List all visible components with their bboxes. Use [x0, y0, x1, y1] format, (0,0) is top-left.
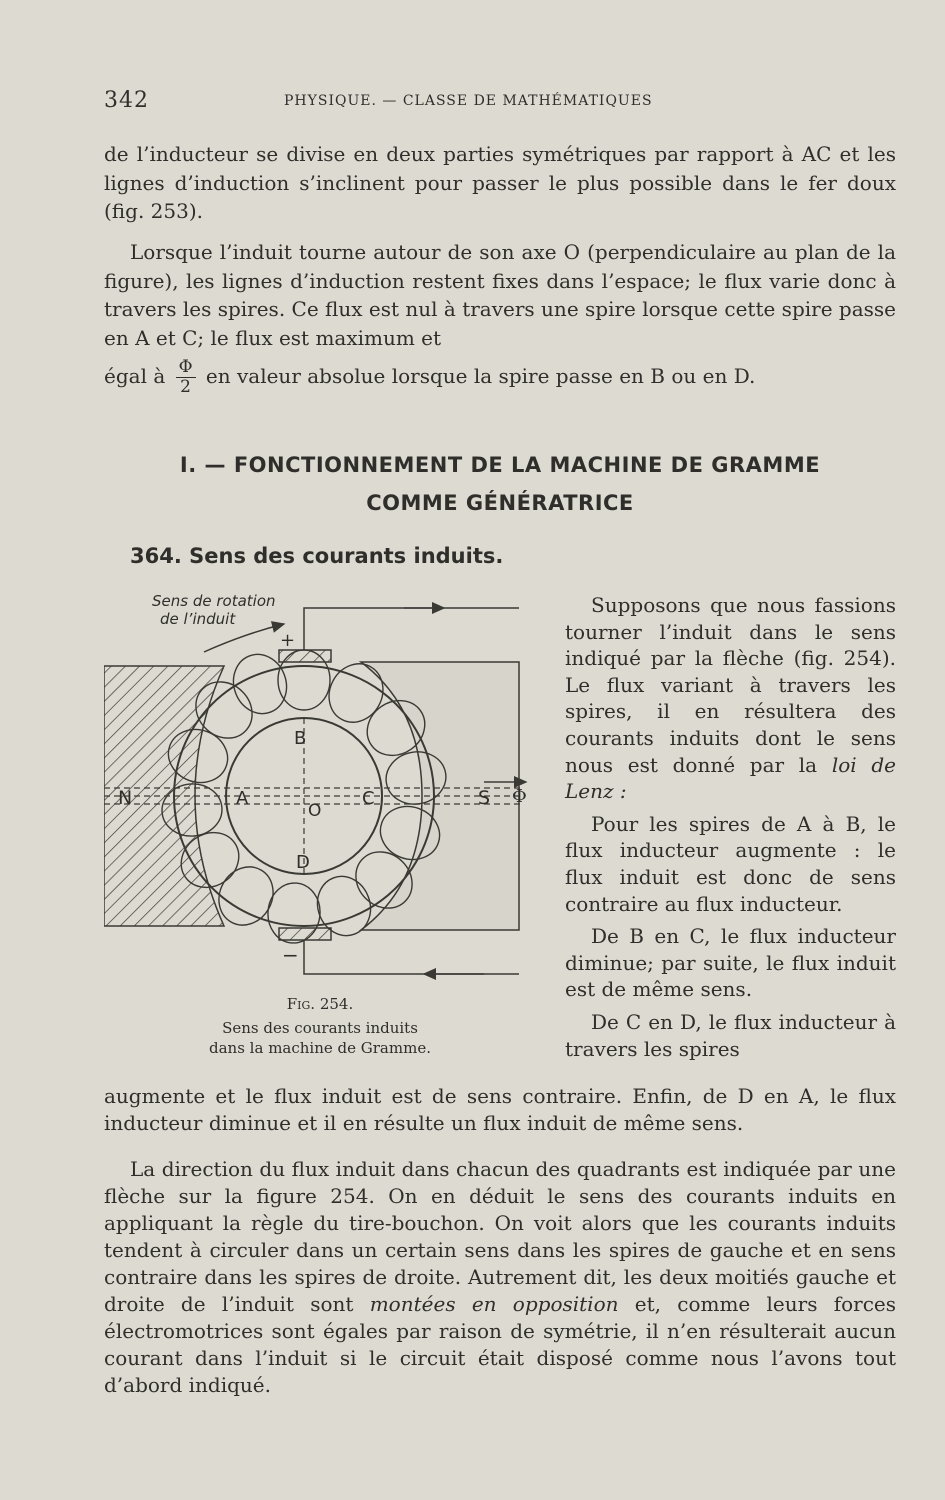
side-paragraph-2: Pour les spires de A à B, le flux inducteur augmente : le flux induit est donc de sens contraire au flux inducteur.: [565, 811, 896, 916]
label-C: C: [362, 788, 375, 809]
bottom-brush: [279, 928, 331, 940]
label-S: S: [478, 787, 491, 809]
gramme-machine-diagram: [104, 588, 534, 988]
figure-caption: [150, 994, 490, 1058]
figure-254: [104, 588, 534, 988]
page-number: 342: [104, 88, 149, 113]
final-text-part-2: et, comme leurs forces électromotrices sont égales par raison de symétrie, il n’en résulterait aucun courant dans l’induit si le circuit était disposé comme nous l’avons tout d’abord indiqué.: [104, 1292, 897, 1397]
side-paragraph-4: De C en D, le flux inducteur à travers les spires: [565, 1009, 896, 1061]
top-lead: [304, 608, 519, 650]
fraction-denominator: 2: [180, 377, 191, 397]
bottom-lead: [304, 940, 519, 974]
final-text: [104, 1156, 896, 1399]
subsection-title: 364. Sens des courants induits.: [130, 544, 504, 568]
label-minus: −: [282, 943, 299, 967]
final-paragraph: [104, 1156, 896, 1399]
phi-over-two-fraction: [176, 358, 196, 397]
label-B: B: [294, 728, 307, 749]
label-O: O: [308, 801, 322, 821]
figure-caption-line-2: dans la machine de Gramme.: [209, 1039, 431, 1057]
section-heading: [104, 446, 896, 522]
figure-caption-title: Fig. 254.: [286, 995, 354, 1013]
side-paragraph-3: De B en C, le flux inducteur diminue; par suite, le flux induit est de même sens.: [565, 924, 896, 1002]
label-rotation-2: de l’induit: [160, 610, 236, 628]
label-phi: Φ: [512, 786, 527, 807]
page-header: [104, 88, 896, 118]
side-paragraph-1-text: Supposons que nous fassions tourner l’induit dans le sens indiqué par la flèche (fig. 254). Le flux variant à travers les spires, il en résultera des courants induits dont le sens nous est donné par la: [565, 593, 896, 777]
side-column-text: [565, 592, 896, 1062]
continuation-text: augmente et le flux induit est de sens contraire. Enfin, de D en A, le flux inducteur diminue et il en résulte un flux induit de même sens.: [104, 1084, 896, 1135]
rotation-arrow: [204, 624, 284, 652]
intro-text-1: de l’inducteur se divise en deux parties symétriques par rapport à AC et les lignes d’induction s’inclinent pour passer le plus possible dans le fer doux (fig. 253).: [104, 142, 896, 223]
intro-paragraph-2: [104, 238, 896, 397]
side-paragraph-1: [565, 592, 896, 805]
formula-prefix: égal à: [104, 364, 166, 388]
intro-formula-line: [104, 358, 896, 397]
intro-text-2: Lorsque l’induit tourne autour de son axe O (perpendiculaire au plan de la figure), les lignes d’induction restent fixes dans l’espace; le flux varie donc à travers les spires. Ce flux est nul à travers une spire lorsque cette spire passe en A et C; le flux est maximum et: [104, 240, 896, 350]
label-plus: +: [280, 630, 296, 651]
continuation-paragraph: [104, 1083, 896, 1137]
formula-suffix: en valeur absolue lorsque la spire passe en B ou en D.: [205, 364, 756, 388]
label-D: D: [296, 852, 310, 873]
section-heading-line-1: I. — FONCTIONNEMENT DE LA MACHINE DE GRAMME: [179, 453, 821, 477]
lenz-law-italic: loi de Lenz :: [565, 752, 896, 804]
figure-caption-line-1: Sens des courants induits: [222, 1019, 418, 1037]
label-A: A: [236, 788, 249, 809]
fraction-numerator: Φ: [176, 358, 196, 378]
intro-paragraph-1: [104, 140, 896, 226]
final-text-part-1: La direction du flux induit dans chacun des quadrants est indiquée par une flèche sur la figure 254. On en déduit le sens des courants induits en appliquant la règle du tire-bouchon. On voit alors que les courants induits tendent à circuler dans un certain sens dans les spires de gauche et en sens contraire dans les spires de droite. Autrement dit, les deux moitiés gauche et droite de l’induit sont: [104, 1157, 896, 1316]
top-brush: [279, 650, 331, 662]
section-heading-line-2: COMME GÉNÉRATRICE: [366, 491, 634, 515]
running-title: PHYSIQUE. — CLASSE DE MATHÉMATIQUES: [284, 93, 653, 109]
label-N: N: [118, 787, 133, 809]
label-rotation-1: Sens de rotation: [152, 592, 276, 610]
final-text-italic: montées en opposition: [369, 1292, 619, 1316]
